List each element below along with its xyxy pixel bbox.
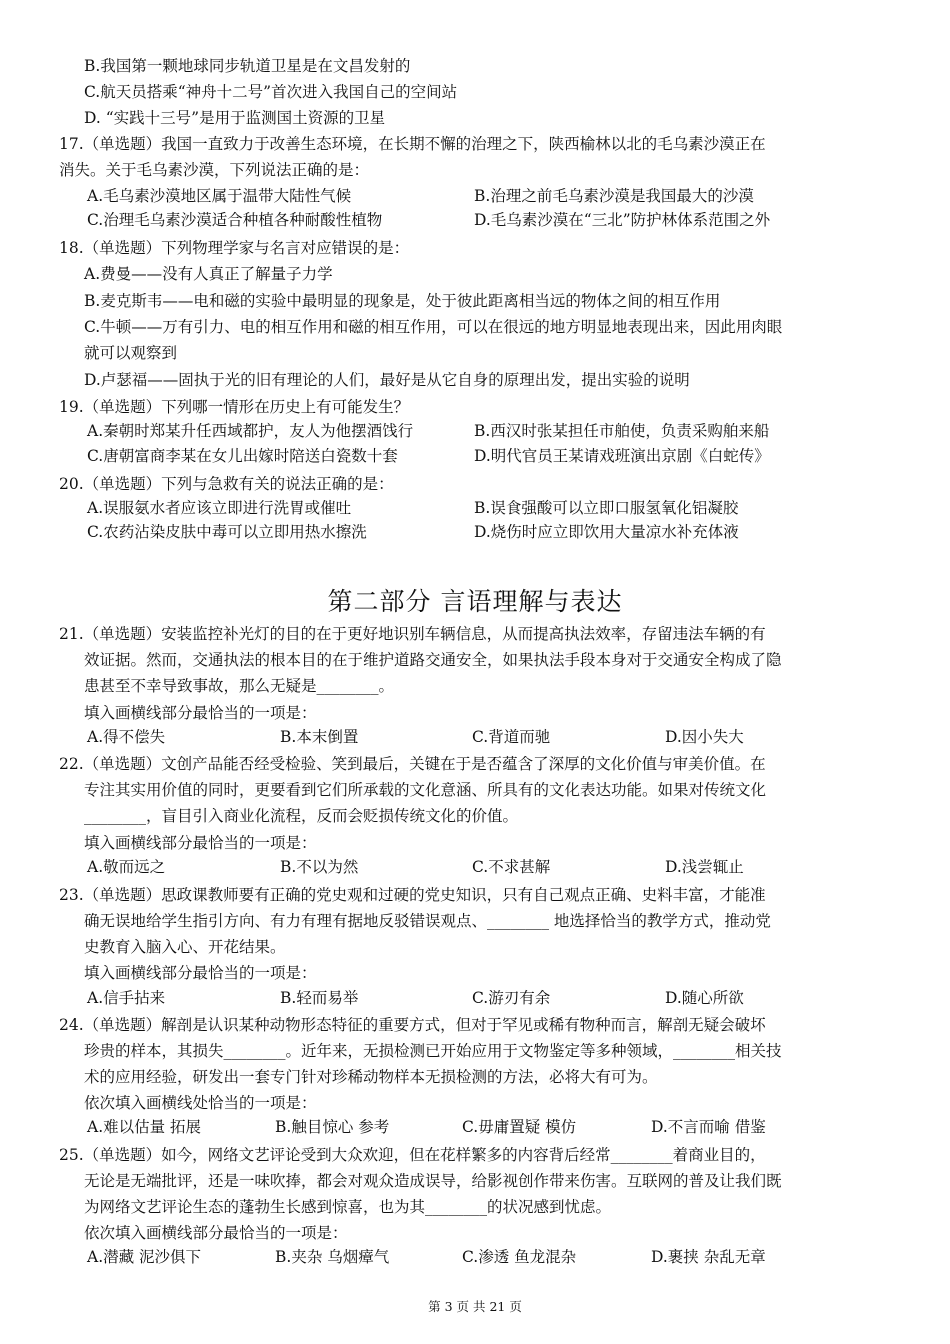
q22-stem-cont: ________，盲目引入商业化流程，反而会贬损传统文化的价值。 (84, 807, 519, 825)
q21-stem-cont: 患甚至不幸导致事故，那么无疑是________。 (84, 677, 395, 695)
q23-option-d: D.随心所欲 (665, 989, 744, 1007)
q25-option-c: C.渗透 鱼龙混杂 (462, 1248, 577, 1266)
page-number: 第 3 页 共 21 页 (428, 1299, 522, 1314)
q17-option-b: B.治理之前毛乌素沙漠是我国最大的沙漠 (474, 187, 754, 205)
q19-option-d: D.明代官员王某请戏班演出京剧《白蛇传》 (474, 447, 770, 465)
q21-option-b: B.本末倒置 (280, 728, 359, 746)
q23-option-c: C.游刃有余 (472, 989, 551, 1007)
q16-option-d: D. “实践十三号”是用于监测国土资源的卫星 (84, 109, 386, 127)
q24-instruction: 依次填入画横线处恰当的一项是： (84, 1094, 317, 1112)
q24-option-c: C.毋庸置疑 模仿 (462, 1118, 577, 1136)
q23-stem-cont: 史教育入脑入心、开花结果。 (84, 938, 286, 956)
q25-stem-cont: 无论是无端批评，还是一味吹捧，都会对观众造成误导，给影视创作带来伤害。互联网的普及让我们既 (84, 1172, 782, 1190)
q24-stem-cont: 珍贵的样本，其损失________。近年来，无损检测已开始应用于文物鉴定等多种领域，________相关技 (84, 1042, 782, 1060)
q20-option-b: B.误食强酸可以立即口服氢氧化铝凝胶 (474, 499, 739, 517)
q25-option-b: B.夹杂 乌烟瘴气 (275, 1248, 390, 1266)
q23-option-a: A.信手拈来 (87, 989, 166, 1007)
q17-option-c: C.治理毛乌素沙漠适合种植各种耐酸性植物 (87, 211, 383, 229)
q19-option-b: B.西汉时张某担任市舶使，负责采购舶来船 (474, 422, 770, 440)
q16-option-c: C.航天员搭乘“神舟十二号”首次进入我国自己的空间站 (84, 83, 458, 101)
q18-option-c: C.牛顿——万有引力、电的相互作用和磁的相互作用，可以在很远的地方明显地表现出来，因此用肉眼 (84, 318, 783, 336)
q17-stem: 17.（单选题）我国一直致力于改善生态环境，在长期不懈的治理之下，陕西榆林以北的毛乌素沙漠正在 (59, 135, 766, 153)
q19-stem: 19.（单选题）下列哪一情形在历史上有可能发生？ (59, 398, 410, 416)
q18-option-b: B.麦克斯韦——电和磁的实验中最明显的现象是，处于彼此距离相当远的物体之间的相互作用 (84, 292, 721, 310)
q23-stem-cont: 确无误地给学生指引方向、有力有理有据地反驳错误观点、________ 地选择恰当的教学方式，推动党 (84, 912, 771, 930)
q18-option-c-cont: 就可以观察到 (84, 344, 178, 362)
q16-option-b: B.我国第一颗地球同步轨道卫星是在文昌发射的 (84, 57, 411, 75)
q18-option-d: D.卢瑟福——固执于光的旧有理论的人们，最好是从它自身的原理出发，提出实验的说明 (84, 371, 690, 389)
q21-option-d: D.因小失大 (665, 728, 744, 746)
q23-stem: 23.（单选题）思政课教师要有正确的党史观和过硬的党史知识，只有自己观点正确、史料丰富，才能准 (59, 886, 766, 904)
q23-instruction: 填入画横线部分最恰当的一项是： (84, 964, 317, 982)
q19-option-c: C.唐朝富商李某在女儿出嫁时陪送白瓷数十套 (87, 447, 398, 465)
q25-instruction: 依次填入画横线部分最恰当的一项是： (84, 1224, 348, 1242)
q21-stem-cont: 效证据。然而，交通执法的根本目的在于维护道路交通安全，如果执法手段本身对于交通安全构成了隐 (84, 651, 782, 669)
q17-stem-cont: 消失。关于毛乌素沙漠，下列说法正确的是： (59, 161, 370, 179)
q24-option-a: A.难以估量 拓展 (87, 1118, 202, 1136)
q17-option-d: D.毛乌素沙漠在“三北”防护林体系范围之外 (474, 211, 771, 229)
q21-option-c: C.背道而驰 (472, 728, 551, 746)
q22-option-b: B.不以为然 (280, 858, 359, 876)
q19-option-a: A.秦朝时郑某升任西域都护，友人为他摆酒饯行 (87, 422, 414, 440)
q22-stem: 22.（单选题）文创产品能否经受检验、笑到最后，关键在于是否蕴含了深厚的文化价值与审美价值。在 (59, 755, 766, 773)
q22-option-a: A.敬而远之 (87, 858, 166, 876)
q20-option-d: D.烧伤时应立即饮用大量凉水补充体液 (474, 523, 739, 541)
q20-option-c: C.农药沾染皮肤中毒可以立即用热水擦洗 (87, 523, 367, 541)
q25-option-a: A.潜藏 泥沙俱下 (87, 1248, 202, 1266)
q21-stem: 21.（单选题）安装监控补光灯的目的在于更好地识别车辆信息，从而提高执法效率，存留违法车辆的有 (59, 625, 766, 643)
q21-instruction: 填入画横线部分最恰当的一项是： (84, 704, 317, 722)
q18-option-a: A.费曼——没有人真正了解量子力学 (84, 265, 333, 283)
q22-option-c: C.不求甚解 (472, 858, 551, 876)
q25-option-d: D.裹挟 杂乱无章 (651, 1248, 766, 1266)
q21-option-a: A.得不偿失 (87, 728, 166, 746)
q22-instruction: 填入画横线部分最恰当的一项是： (84, 834, 317, 852)
q17-option-a: A.毛乌素沙漠地区属于温带大陆性气候 (87, 187, 352, 205)
q18-stem: 18.（单选题）下列物理学家与名言对应错误的是： (59, 239, 410, 257)
q22-option-d: D.浅尝辄止 (665, 858, 744, 876)
section-title: 第二部分 言语理解与表达 (327, 587, 623, 616)
q23-option-b: B.轻而易举 (280, 989, 359, 1007)
q22-stem-cont: 专注其实用价值的同时，更要看到它们所承载的文化意涵、所具有的文化表达功能。如果对传统文化 (84, 781, 767, 799)
q24-option-b: B.触目惊心 参考 (275, 1118, 390, 1136)
q24-stem: 24.（单选题）解剖是认识某种动物形态特征的重要方式，但对于罕见或稀有物种而言，解剖无疑会破坏 (59, 1016, 766, 1034)
q24-stem-cont: 术的应用经验，研发出一套专门针对珍稀动物样本无损检测的方法，必将大有可为。 (84, 1068, 658, 1086)
q25-stem-cont: 为网络文艺评论生态的蓬勃生长感到惊喜，也为其________的状况感到忧虑。 (84, 1198, 612, 1216)
q24-option-d: D.不言而喻 借鉴 (651, 1118, 766, 1136)
q20-stem: 20.（单选题）下列与急救有关的说法正确的是： (59, 475, 394, 493)
q20-option-a: A.误服氨水者应该立即进行洗胃或催吐 (87, 499, 352, 517)
q25-stem: 25.（单选题）如今，网络文艺评论受到大众欢迎，但在花样繁多的内容背后经常________着商业目的， (59, 1146, 766, 1164)
